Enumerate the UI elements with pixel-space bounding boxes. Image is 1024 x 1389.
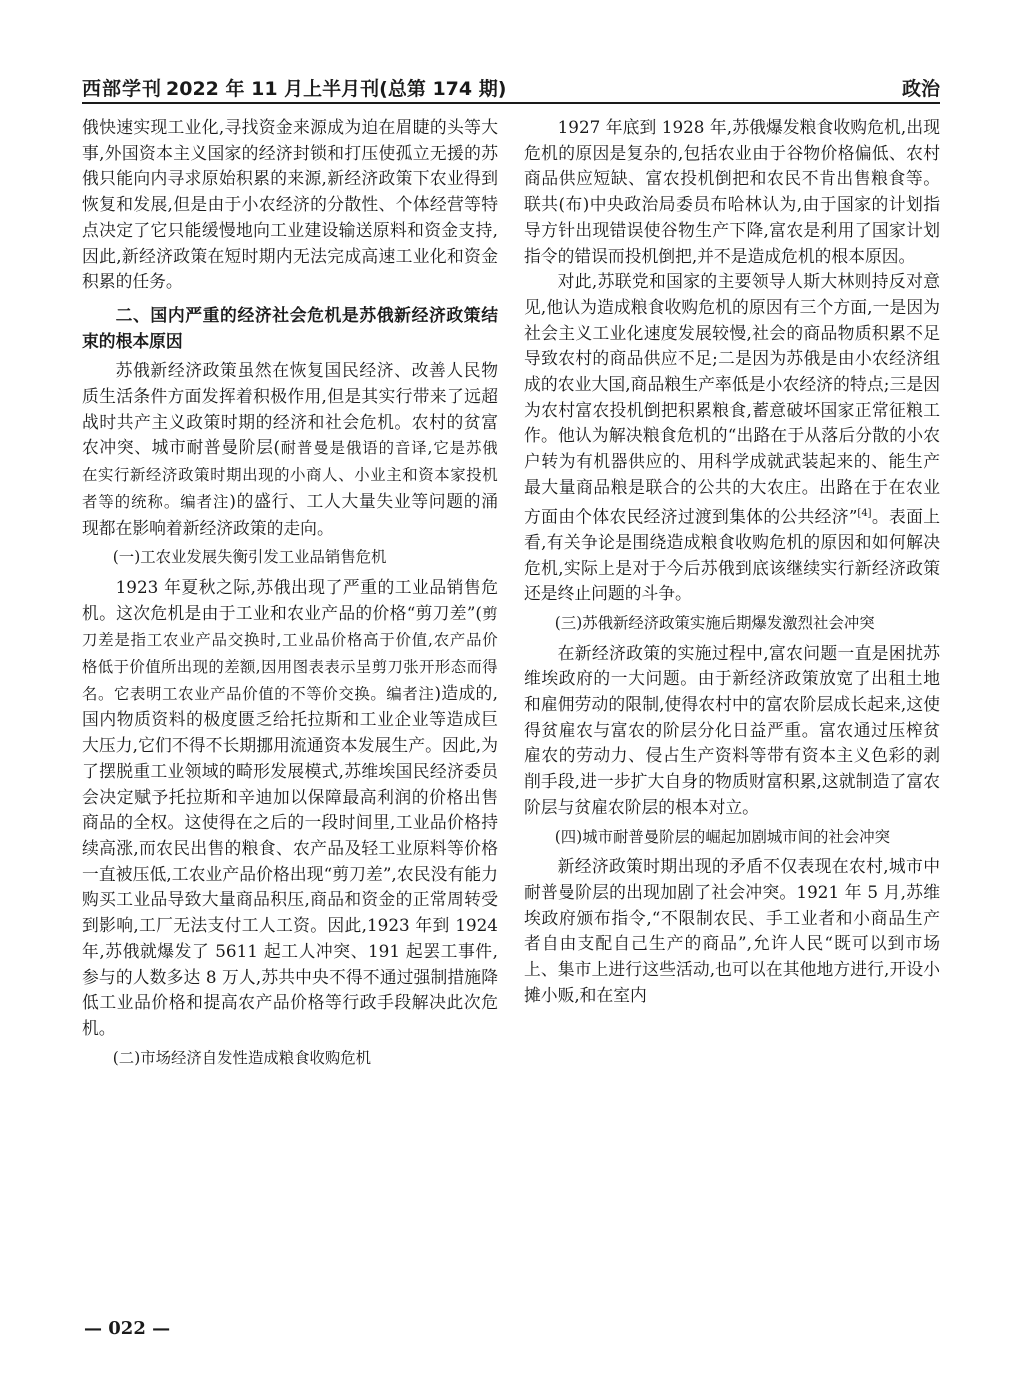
header-rule (82, 102, 940, 104)
page-header (82, 68, 940, 104)
paragraph: 对此,苏联党和国家的主要领导人斯大林则持反对意见,他认为造成粮食收购危机的原因有三个方面,一是因为社会主义工业化速度发展较慢,社会的商品物质积累不足导致农村的商品供应不足;二是因为苏俄是由小农经济组成的农业大国,商品粮生产率低是小农经济的特点;三是因为农村富农投机倒把积累粮食,蓄意破坏国家正常征粮工作。他认为解决粮食危机的“出路在于从落后分散的小农户转为有机器供应的、用科学成就武装起来的、能生产最大量商品粮是联合的公共的大农庄。出路在于在农业方面由个体农民经济过渡到集体的公共经济”[4]。表面上看,有关争论是围绕造成粮食收购危机的原因和如何解决危机,实际上是对于今后苏俄到底该继续实行新经济政策还是终止问题的斗争。 (524, 271, 940, 604)
editor-note: 耐普曼是俄语的音译,它是苏俄在实行新经济政策时期出现的小商人、小业主和资本家投机者等的统称。编者注 (82, 439, 498, 511)
paragraph: 在新经济政策的实施过程中,富农问题一直是困扰苏维埃政府的一大问题。由于新经济政策放宽了出租土地和雇佣劳动的限制,使得农村中的富农阶层成长起来,这使得贫雇农与富农的阶层分化日益严重。富农通过压榨贫雇农的劳动力、侵占生产资料等带有资本主义色彩的剥削手段,进一步扩大自身的物质财富积累,这就制造了富农阶层与贫雇农阶层的根本对立。 (524, 642, 940, 817)
section-heading: 二、国内严重的经济社会危机是苏俄新经济政策结束的根本原因 (82, 304, 498, 351)
right-column (524, 115, 940, 1009)
subsection-heading: (二)市场经济自发性造成粮食收购危机 (112, 1048, 372, 1067)
paragraph: 俄快速实现工业化,寻找资金来源成为迫在眉睫的头等大事,外国资本主义国家的经济封锁和打压使孤立无援的苏俄只能向内寻求原始积累的来源,新经济政策下农业得到恢复和发展,但是由于小农经济的分散性、个体经营等特点决定了它只能缓慢地向工业建设输送原料和资金支持,因此,新经济政策在短时期内无法完成高速工业化和资金积累的任务。 (82, 117, 498, 292)
subsection-heading: (一)工农业发展失衡引发工业品销售危机 (112, 548, 387, 567)
paragraph: 1927 年底到 1928 年,苏俄爆发粮食收购危机,出现危机的原因是复杂的,包括农业由于谷物价格偏低、农村商品供应短缺、富农投机倒把和农民不肯出售粮食等。联共(布)中央政治局委员布哈林认为,由于国家的计划指导方针出现错误使谷物生产下降,富农是利用了国家计划指令的错误而投机倒把,并不是造成危机的根本原因。 (524, 117, 940, 266)
left-column (82, 115, 498, 1075)
paragraph: 苏俄新经济政策虽然在恢复国民经济、改善人民物质生活条件方面发挥着积极作用,但是其实行带来了远超战时共产主义政策时期的经济和社会危机。农村的贫富农冲突、城市耐普曼阶层(耐普曼是俄语的音译,它是苏俄在实行新经济政策时期出现的小商人、小业主和资本家投机者等的统称。编者注)的盛行、工人大量失业等问题的涌现都在影响着新经济政策的走向。 (82, 360, 498, 538)
paragraph: 1923 年夏秋之际,苏俄出现了严重的工业品销售危机。这次危机是由于工业和农业产品的价格“剪刀差”(剪刀差是指工农业产品交换时,工业品价格高于价值,农产品价格低于价值所出现的差额,因用图表表示呈剪刀张开形态而得名。它表明工农业产品价值的不等价交换。编者注)造成的,国内物质资料的极度匮乏给托拉斯和工业企业等造成巨大压力,它们不得不长期挪用流通资本发展生产。因此,为了摆脱重工业领域的畸形发展模式,苏维埃国民经济委员会决定赋予托拉斯和辛迪加以保障最高利润的价格出售商品的全权。这使得在之后的一段时间里,工业品价格持续高涨,而农民出售的粮食、农产品及轻工业原料等价格一直被压低,工农业产品价格出现“剪刀差”,农民没有能力购买工业品导致大量商品积压,商品和资金的正常周转受到影响,工厂无法支付工人工资。因此,1923 年到 1924 年,苏俄就爆发了 5611 起工人冲突、191 起罢工事件,参与的人数多达 8 万人,苏共中央不得不通过强制措施降低工业品价格和提高农产品价格等行政手段解决此次危机。 (82, 576, 498, 1038)
subsection-heading: (三)苏俄新经济政策实施后期爆发激烈社会冲突 (554, 613, 875, 632)
section-label: 政治 (901, 78, 940, 100)
paragraph: 新经济政策时期出现的矛盾不仅表现在农村,城市中耐普曼阶层的出现加剧了社会冲突。1921 年 5 月,苏维埃政府颁布指令,“不限制农民、手工业者和小商品生产者自由支配自己生产的商品”,允许人民“既可以到市场上、集市上进行这些活动,也可以在其他地方进行,开设小摊小贩,和在室内 (524, 856, 940, 1005)
citation-ref: [4] (857, 507, 872, 519)
subsection-heading: (四)城市耐普曼阶层的崛起加剧城市间的社会冲突 (554, 827, 891, 846)
journal-logo: 西部学刊 (82, 78, 163, 100)
editor-note: 剪刀差是指工农业产品交换时,工业品价格高于价值,农产品价格低于价值所出现的差额,因用图表表示呈剪刀张开形态而得名。它表明工农业产品价值的不等价交换。编者注 (82, 604, 498, 703)
page-number: — 022 — (84, 1318, 171, 1339)
issue-info: 2022 年 11 月上半月刊(总第 174 期) (166, 78, 507, 100)
